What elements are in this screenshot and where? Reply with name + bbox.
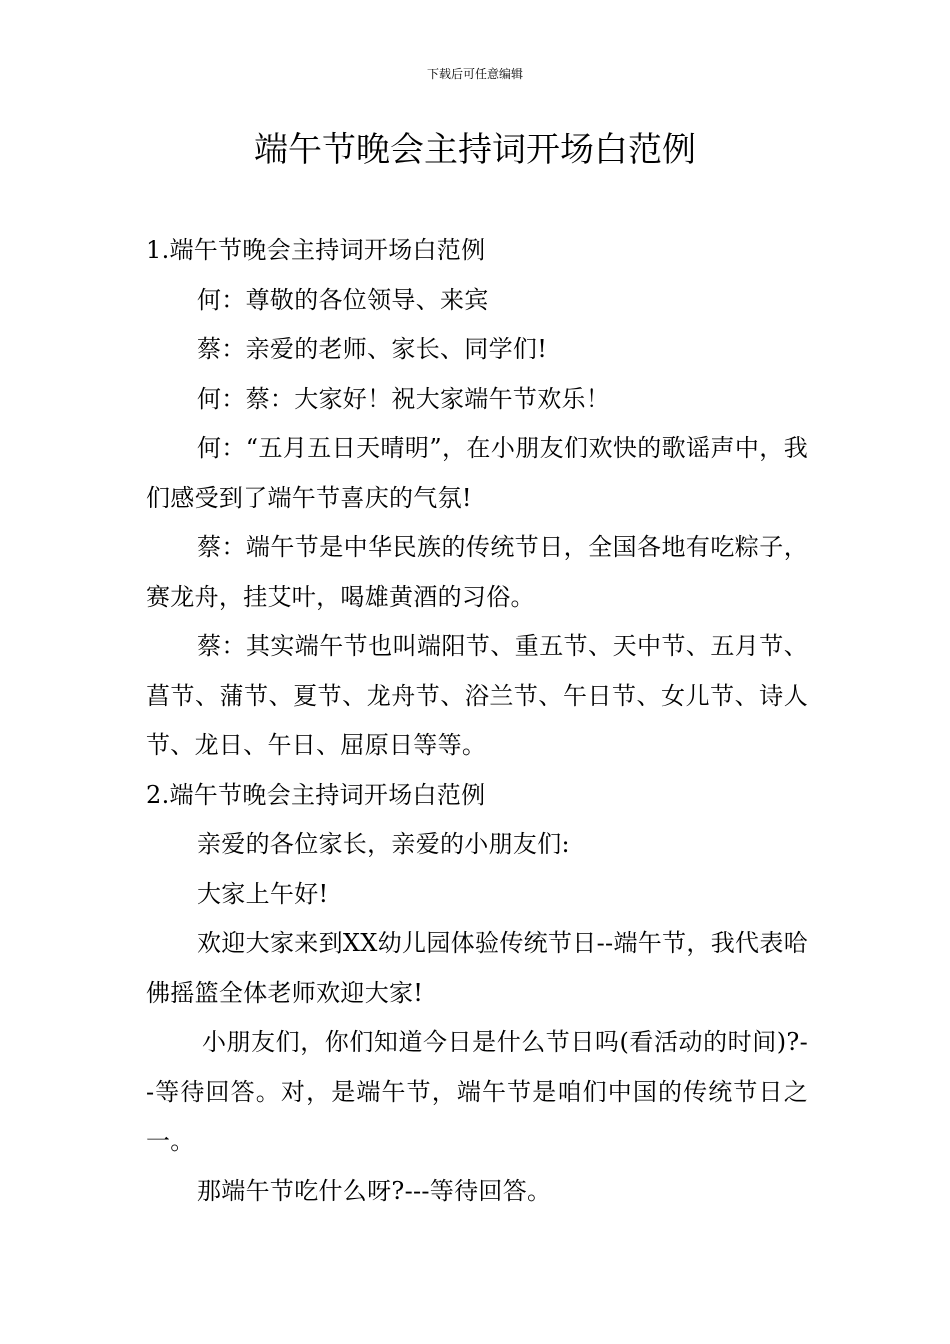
paragraph: 蔡：端午节是中华民族的传统节日，全国各地有吃粽子，赛龙舟，挂艾叶，喝雄黄酒的习俗。	[146, 533, 808, 611]
paragraph: 欢迎大家来到XX幼儿园体验传统节日--端午节，我代表哈佛摇篮全体老师欢迎大家!	[146, 929, 808, 1007]
paragraph: 那端午节吃什么呀?---等待回答。	[197, 1176, 552, 1205]
document-body	[146, 226, 808, 1216]
section-heading-2: 2.端午节晚会主持词开场白范例	[146, 780, 486, 809]
paragraph: 大家上午好!	[197, 879, 329, 908]
paragraph: 亲爱的各位家长，亲爱的小朋友们:	[197, 830, 570, 858]
paragraph: 蔡：其实端午节也叫端阳节、重五节、天中节、五月节、菖节、蒲节、夏节、龙舟节、浴兰节、午日节、女儿节、诗人节、龙日、午日、屈原日等等。	[146, 632, 808, 759]
paragraph: 蔡：亲爱的老师、家长、同学们!	[197, 335, 548, 363]
paragraph: 何：尊敬的各位领导、来宾	[197, 285, 489, 314]
document-title: 端午节晚会主持词开场白范例	[254, 130, 696, 170]
paragraph: 小朋友们，你们知道今日是什么节日吗(看活动的时间)?--等待回答。对，是端午节，端午节是咱们中国的传统节日之一。	[146, 1028, 808, 1155]
paragraph: 何：蔡：大家好！祝大家端午节欢乐！	[197, 384, 611, 413]
paragraph: 何：“五月五日天晴明”，在小朋友们欢快的歌谣声中，我们感受到了端午节喜庆的气氛!	[146, 434, 808, 512]
header-note: 下载后可任意编辑	[426, 67, 523, 81]
section-heading-1: 1.端午节晚会主持词开场白范例	[146, 236, 486, 264]
